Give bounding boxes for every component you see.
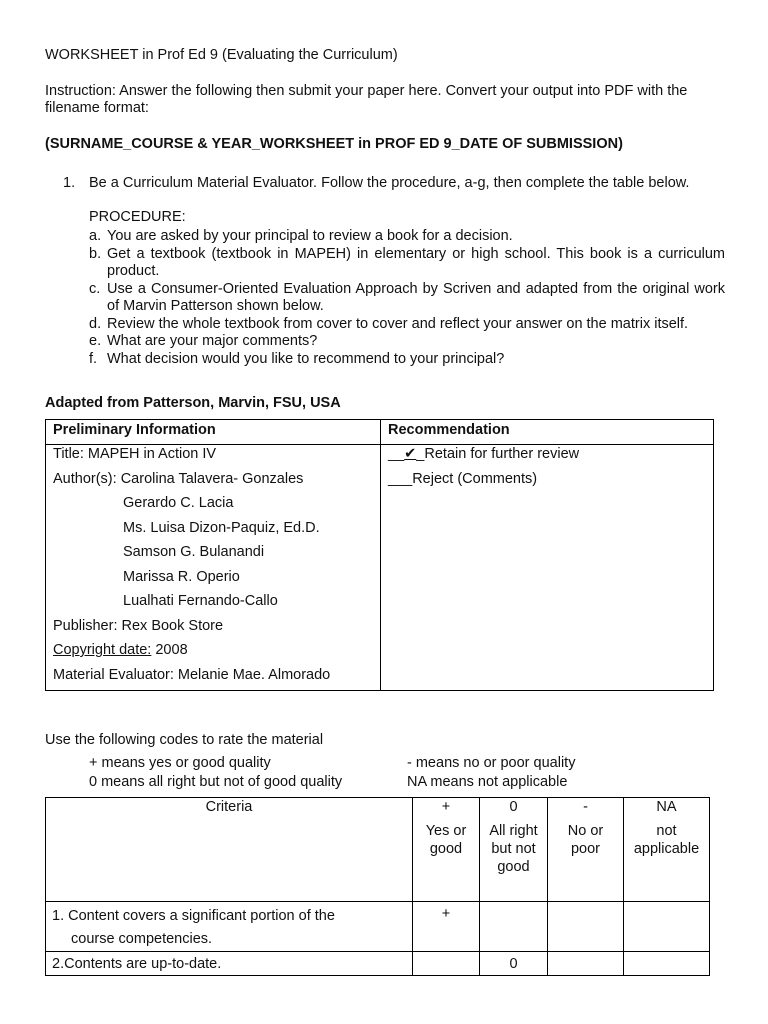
rating-cell-zero: [480, 902, 548, 952]
procedure-step: [89, 351, 725, 369]
step-text: You are asked by your principal to review a book for a decision.: [107, 228, 513, 244]
copyright-value: 2008: [151, 642, 188, 658]
step-letter: e.: [89, 333, 102, 349]
step-text: What are your major comments?: [107, 333, 318, 349]
step-text: Get a textbook (textbook in MAPEH) in elementary or high school. This book is a curriculum product.: [107, 245, 725, 279]
criterion-cell: [46, 902, 413, 952]
author-name: Marissa R. Operio: [123, 568, 240, 585]
rating-table: [45, 797, 710, 976]
step-text: What decision would you like to recommend to your principal?: [107, 350, 505, 367]
rating-cell-minus: [548, 902, 624, 952]
preliminary-info-table: [45, 419, 714, 691]
preliminary-info-header: Preliminary Information: [46, 420, 381, 445]
option-label: Reject (Comments): [412, 470, 538, 487]
rating-col-minus: [548, 798, 624, 902]
copyright-label: Copyright date:: [53, 642, 152, 658]
code-zero: 0 means all right but not of good quality: [89, 774, 343, 790]
step-letter: d.: [89, 315, 102, 332]
rating-desc: Yes or good: [425, 823, 467, 857]
rating-symbol: +: [441, 799, 451, 815]
rating-desc: not applicable: [633, 823, 700, 857]
author-name: Ms. Luisa Dizon-Paquiz, Ed.D.: [123, 519, 320, 536]
rating-cell-minus: [548, 952, 624, 976]
recommendation-cell: [381, 445, 714, 691]
rating-desc: All right but not good: [489, 823, 538, 875]
rating-cell-plus: +: [413, 902, 480, 952]
worksheet-title: WORKSHEET in Prof Ed 9 (Evaluating the Curriculum): [45, 47, 398, 63]
publisher: Publisher: Rex Book Store: [53, 617, 224, 634]
procedure-list: [89, 228, 725, 368]
criteria-header: Criteria: [46, 798, 413, 902]
answer-blank: _: [416, 446, 425, 462]
option-label: Retain for further review: [424, 446, 580, 462]
criterion-text: 2.Contents are up-to-date.: [52, 956, 222, 972]
codes-intro: Use the following codes to rate the material: [45, 732, 324, 748]
rating-col-na: [624, 798, 710, 902]
author-name: Carolina Talavera- Gonzales: [120, 470, 304, 487]
rating-cell-zero: 0: [480, 952, 548, 976]
instruction-line-2: filename format:: [45, 100, 149, 116]
procedure-heading: PROCEDURE:: [89, 209, 186, 225]
criterion-cell: [46, 952, 413, 976]
recommendation-option-reject: [388, 470, 706, 495]
rating-symbol: 0: [509, 799, 518, 815]
rating-cell-na: [624, 902, 710, 952]
adapted-from-caption: Adapted from Patterson, Marvin, FSU, USA: [45, 395, 341, 411]
preliminary-info-cell: [46, 445, 381, 691]
item-number: 1.: [63, 175, 76, 191]
step-text: Use a Consumer-Oriented Evaluation Approach by Scriven and adapted from the original work of Marvin Patterson shown below.: [107, 280, 725, 314]
step-letter: f.: [89, 350, 98, 367]
step-letter: b.: [89, 245, 102, 262]
table-row: [46, 902, 710, 952]
filename-format: (SURNAME_COURSE & YEAR_WORKSHEET in PROF ED 9_DATE OF SUBMISSION): [45, 136, 623, 152]
procedure-step: [89, 281, 725, 316]
table-row: [46, 952, 710, 976]
code-plus: + means yes or good quality: [89, 755, 271, 771]
author-label: Author(s):: [53, 470, 117, 487]
book-title: Title: MAPEH in Action IV: [53, 446, 217, 462]
recommendation-option-retain: [388, 445, 706, 470]
check-icon: ✔: [404, 446, 417, 462]
code-na: NA means not applicable: [407, 774, 568, 790]
rating-symbol: -: [583, 799, 588, 815]
instruction-line-1: Instruction: Answer the following then submit your paper here. Convert your output into PDF with the: [45, 83, 688, 99]
item-text: Be a Curriculum Material Evaluator. Follow the procedure, a-g, then complete the table below.: [89, 175, 690, 191]
rating-col-plus: [413, 798, 480, 902]
procedure-step: [89, 333, 725, 351]
material-evaluator: Material Evaluator: Melanie Mae. Almorado: [53, 666, 331, 683]
rating-symbol: NA: [656, 799, 677, 815]
step-letter: c.: [89, 280, 101, 297]
criterion-text: 1. Content covers a significant portion of the: [52, 908, 335, 924]
step-letter: a.: [89, 228, 102, 244]
rating-header-row: [46, 798, 710, 902]
rating-cell-plus: [413, 952, 480, 976]
step-text: Review the whole textbook from cover to cover and reflect your answer on the matrix itself.: [107, 315, 689, 332]
copyright-row: [53, 641, 373, 666]
author-name: Samson G. Bulanandi: [123, 544, 265, 560]
answer-blank: __: [388, 446, 405, 462]
answer-blank: ___: [388, 470, 413, 487]
rating-cell-na: [624, 952, 710, 976]
author-row: [53, 470, 373, 495]
code-minus: - means no or poor quality: [407, 755, 576, 771]
author-name: Gerardo C. Lacia: [123, 495, 234, 511]
procedure-step: [89, 316, 725, 334]
rating-col-zero: [480, 798, 548, 902]
rating-desc: No or poor: [567, 823, 604, 857]
procedure-step: [89, 228, 725, 246]
procedure-step: [89, 246, 725, 281]
recommendation-header: Recommendation: [381, 420, 714, 445]
criterion-text: course competencies.: [71, 931, 213, 947]
author-name: Lualhati Fernando-Callo: [123, 593, 278, 609]
